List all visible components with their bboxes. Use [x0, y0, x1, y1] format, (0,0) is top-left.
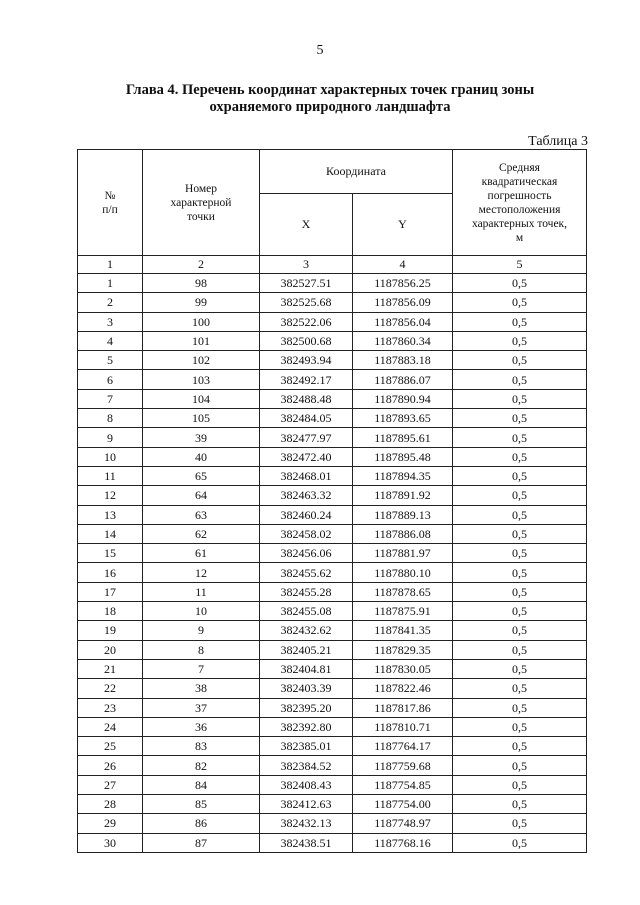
- cell-point-number: 39: [143, 428, 260, 447]
- cell-index: 19: [78, 621, 143, 640]
- page-number: 5: [316, 43, 324, 58]
- cell-index: 2: [78, 293, 143, 312]
- cell-index: 26: [78, 756, 143, 775]
- cell-x: 382525.68: [260, 293, 353, 312]
- cell-index: 14: [78, 524, 143, 543]
- column-numbers-row: [78, 256, 587, 274]
- cell-y: 1187889.13: [353, 505, 453, 524]
- cell-x: 382392.80: [260, 717, 353, 736]
- cell-error: 0,5: [453, 621, 587, 640]
- table-row: [78, 795, 587, 814]
- cell-y: 1187754.85: [353, 775, 453, 794]
- cell-y: 1187880.10: [353, 563, 453, 582]
- cell-x: 382403.39: [260, 679, 353, 698]
- cell-error: 0,5: [453, 389, 587, 408]
- cell-x: 382488.48: [260, 389, 353, 408]
- cell-y: 1187860.34: [353, 331, 453, 350]
- cell-index: 13: [78, 505, 143, 524]
- cell-error: 0,5: [453, 466, 587, 485]
- chapter-title: [90, 82, 570, 116]
- cell-point-number: 82: [143, 756, 260, 775]
- cell-index: 1: [78, 274, 143, 293]
- cell-x: 382477.97: [260, 428, 353, 447]
- cell-point-number: 85: [143, 795, 260, 814]
- cell-y: 1187856.25: [353, 274, 453, 293]
- table-row: [78, 293, 587, 312]
- cell-y: 1187875.91: [353, 602, 453, 621]
- cell-point-number: 11: [143, 582, 260, 601]
- cell-point-number: 87: [143, 833, 260, 852]
- cell-y: 1187890.94: [353, 389, 453, 408]
- column-number: 2: [143, 256, 260, 274]
- table-body: [78, 274, 587, 853]
- table-row: [78, 486, 587, 505]
- cell-point-number: 98: [143, 274, 260, 293]
- table-row: [78, 447, 587, 466]
- cell-index: 28: [78, 795, 143, 814]
- header-index: № п/п: [78, 150, 143, 256]
- cell-point-number: 99: [143, 293, 260, 312]
- table-row: [78, 717, 587, 736]
- cell-error: 0,5: [453, 486, 587, 505]
- cell-error: 0,5: [453, 447, 587, 466]
- table-row: [78, 312, 587, 331]
- cell-index: 17: [78, 582, 143, 601]
- table-row: [78, 833, 587, 852]
- column-number: 5: [453, 256, 587, 274]
- cell-error: 0,5: [453, 563, 587, 582]
- cell-point-number: 63: [143, 505, 260, 524]
- table-row: [78, 659, 587, 678]
- cell-point-number: 9: [143, 621, 260, 640]
- cell-y: 1187748.97: [353, 814, 453, 833]
- cell-point-number: 65: [143, 466, 260, 485]
- cell-x: 382432.13: [260, 814, 353, 833]
- cell-y: 1187895.48: [353, 447, 453, 466]
- cell-point-number: 64: [143, 486, 260, 505]
- cell-x: 382455.08: [260, 602, 353, 621]
- column-number: 4: [353, 256, 453, 274]
- cell-index: 24: [78, 717, 143, 736]
- cell-point-number: 86: [143, 814, 260, 833]
- cell-x: 382460.24: [260, 505, 353, 524]
- cell-x: 382493.94: [260, 351, 353, 370]
- header-x: X: [260, 194, 353, 256]
- cell-index: 5: [78, 351, 143, 370]
- cell-error: 0,5: [453, 274, 587, 293]
- table-row: [78, 331, 587, 350]
- cell-y: 1187764.17: [353, 737, 453, 756]
- table-row: [78, 640, 587, 659]
- cell-x: 382408.43: [260, 775, 353, 794]
- column-number: 1: [78, 256, 143, 274]
- cell-point-number: 102: [143, 351, 260, 370]
- cell-x: 382472.40: [260, 447, 353, 466]
- cell-y: 1187895.61: [353, 428, 453, 447]
- cell-index: 10: [78, 447, 143, 466]
- cell-point-number: 101: [143, 331, 260, 350]
- cell-error: 0,5: [453, 795, 587, 814]
- cell-point-number: 40: [143, 447, 260, 466]
- cell-x: 382468.01: [260, 466, 353, 485]
- cell-point-number: 38: [143, 679, 260, 698]
- cell-point-number: 105: [143, 409, 260, 428]
- cell-error: 0,5: [453, 737, 587, 756]
- cell-y: 1187878.65: [353, 582, 453, 601]
- cell-point-number: 104: [143, 389, 260, 408]
- cell-error: 0,5: [453, 505, 587, 524]
- cell-y: 1187856.09: [353, 293, 453, 312]
- cell-x: 382484.05: [260, 409, 353, 428]
- cell-x: 382456.06: [260, 544, 353, 563]
- column-number: 3: [260, 256, 353, 274]
- cell-index: 4: [78, 331, 143, 350]
- cell-index: 8: [78, 409, 143, 428]
- table-row: [78, 621, 587, 640]
- cell-x: 382412.63: [260, 795, 353, 814]
- cell-y: 1187822.46: [353, 679, 453, 698]
- cell-x: 382432.62: [260, 621, 353, 640]
- table-label: Таблица 3: [528, 134, 588, 149]
- cell-index: 3: [78, 312, 143, 331]
- cell-error: 0,5: [453, 524, 587, 543]
- cell-y: 1187759.68: [353, 756, 453, 775]
- cell-index: 25: [78, 737, 143, 756]
- cell-index: 6: [78, 370, 143, 389]
- cell-point-number: 36: [143, 717, 260, 736]
- cell-y: 1187829.35: [353, 640, 453, 659]
- cell-index: 16: [78, 563, 143, 582]
- cell-error: 0,5: [453, 428, 587, 447]
- cell-error: 0,5: [453, 409, 587, 428]
- cell-error: 0,5: [453, 602, 587, 621]
- header-point-number: Номер характерной точки: [143, 150, 260, 256]
- cell-x: 382458.02: [260, 524, 353, 543]
- cell-point-number: 7: [143, 659, 260, 678]
- cell-point-number: 10: [143, 602, 260, 621]
- cell-x: 382522.06: [260, 312, 353, 331]
- cell-x: 382527.51: [260, 274, 353, 293]
- cell-y: 1187810.71: [353, 717, 453, 736]
- chapter-title-line-2: охраняемого природного ландшафта: [209, 99, 451, 115]
- cell-point-number: 62: [143, 524, 260, 543]
- table-row: [78, 505, 587, 524]
- table-row: [78, 409, 587, 428]
- cell-x: 382455.28: [260, 582, 353, 601]
- cell-index: 27: [78, 775, 143, 794]
- cell-y: 1187841.35: [353, 621, 453, 640]
- table-row: [78, 544, 587, 563]
- table-row: [78, 814, 587, 833]
- cell-x: 382463.32: [260, 486, 353, 505]
- cell-point-number: 12: [143, 563, 260, 582]
- table-row: [78, 524, 587, 543]
- cell-point-number: 83: [143, 737, 260, 756]
- cell-x: 382500.68: [260, 331, 353, 350]
- cell-y: 1187856.04: [353, 312, 453, 331]
- cell-y: 1187891.92: [353, 486, 453, 505]
- table-row: [78, 775, 587, 794]
- cell-y: 1187886.08: [353, 524, 453, 543]
- table-row: [78, 563, 587, 582]
- table-row: [78, 602, 587, 621]
- table-row: [78, 351, 587, 370]
- cell-x: 382438.51: [260, 833, 353, 852]
- table-row: [78, 582, 587, 601]
- cell-index: 29: [78, 814, 143, 833]
- cell-error: 0,5: [453, 582, 587, 601]
- cell-y: 1187768.16: [353, 833, 453, 852]
- cell-index: 22: [78, 679, 143, 698]
- table-row: [78, 428, 587, 447]
- cell-x: 382405.21: [260, 640, 353, 659]
- cell-x: 382492.17: [260, 370, 353, 389]
- cell-index: 11: [78, 466, 143, 485]
- cell-y: 1187881.97: [353, 544, 453, 563]
- cell-index: 30: [78, 833, 143, 852]
- cell-x: 382455.62: [260, 563, 353, 582]
- table-row: [78, 370, 587, 389]
- cell-y: 1187894.35: [353, 466, 453, 485]
- cell-error: 0,5: [453, 698, 587, 717]
- cell-index: 15: [78, 544, 143, 563]
- cell-error: 0,5: [453, 312, 587, 331]
- cell-index: 21: [78, 659, 143, 678]
- cell-y: 1187893.65: [353, 409, 453, 428]
- cell-error: 0,5: [453, 640, 587, 659]
- cell-index: 7: [78, 389, 143, 408]
- cell-y: 1187754.00: [353, 795, 453, 814]
- cell-error: 0,5: [453, 331, 587, 350]
- table-row: [78, 679, 587, 698]
- table-row: [78, 389, 587, 408]
- table-row: [78, 737, 587, 756]
- header-error: Средняя квадратическая погрешность местоположения характерных точек, м: [453, 150, 587, 256]
- cell-y: 1187817.86: [353, 698, 453, 717]
- cell-error: 0,5: [453, 833, 587, 852]
- cell-error: 0,5: [453, 544, 587, 563]
- cell-index: 18: [78, 602, 143, 621]
- cell-index: 12: [78, 486, 143, 505]
- cell-y: 1187883.18: [353, 351, 453, 370]
- header-coordinate: Координата: [260, 150, 453, 194]
- cell-index: 9: [78, 428, 143, 447]
- cell-error: 0,5: [453, 756, 587, 775]
- cell-index: 23: [78, 698, 143, 717]
- cell-error: 0,5: [453, 351, 587, 370]
- cell-point-number: 8: [143, 640, 260, 659]
- table-row: [78, 756, 587, 775]
- cell-point-number: 37: [143, 698, 260, 717]
- cell-y: 1187830.05: [353, 659, 453, 678]
- cell-error: 0,5: [453, 370, 587, 389]
- cell-point-number: 103: [143, 370, 260, 389]
- chapter-title-line-1: Глава 4. Перечень координат характерных точек границ зоны: [125, 82, 535, 98]
- cell-error: 0,5: [453, 659, 587, 678]
- header-y: Y: [353, 194, 453, 256]
- cell-y: 1187886.07: [353, 370, 453, 389]
- cell-x: 382385.01: [260, 737, 353, 756]
- cell-x: 382404.81: [260, 659, 353, 678]
- cell-x: 382395.20: [260, 698, 353, 717]
- cell-point-number: 84: [143, 775, 260, 794]
- cell-error: 0,5: [453, 775, 587, 794]
- table-row: [78, 466, 587, 485]
- cell-error: 0,5: [453, 293, 587, 312]
- cell-error: 0,5: [453, 814, 587, 833]
- cell-x: 382384.52: [260, 756, 353, 775]
- cell-index: 20: [78, 640, 143, 659]
- coordinates-table: [77, 149, 587, 853]
- table-row: [78, 274, 587, 293]
- cell-error: 0,5: [453, 717, 587, 736]
- cell-error: 0,5: [453, 679, 587, 698]
- cell-point-number: 100: [143, 312, 260, 331]
- table-row: [78, 698, 587, 717]
- cell-point-number: 61: [143, 544, 260, 563]
